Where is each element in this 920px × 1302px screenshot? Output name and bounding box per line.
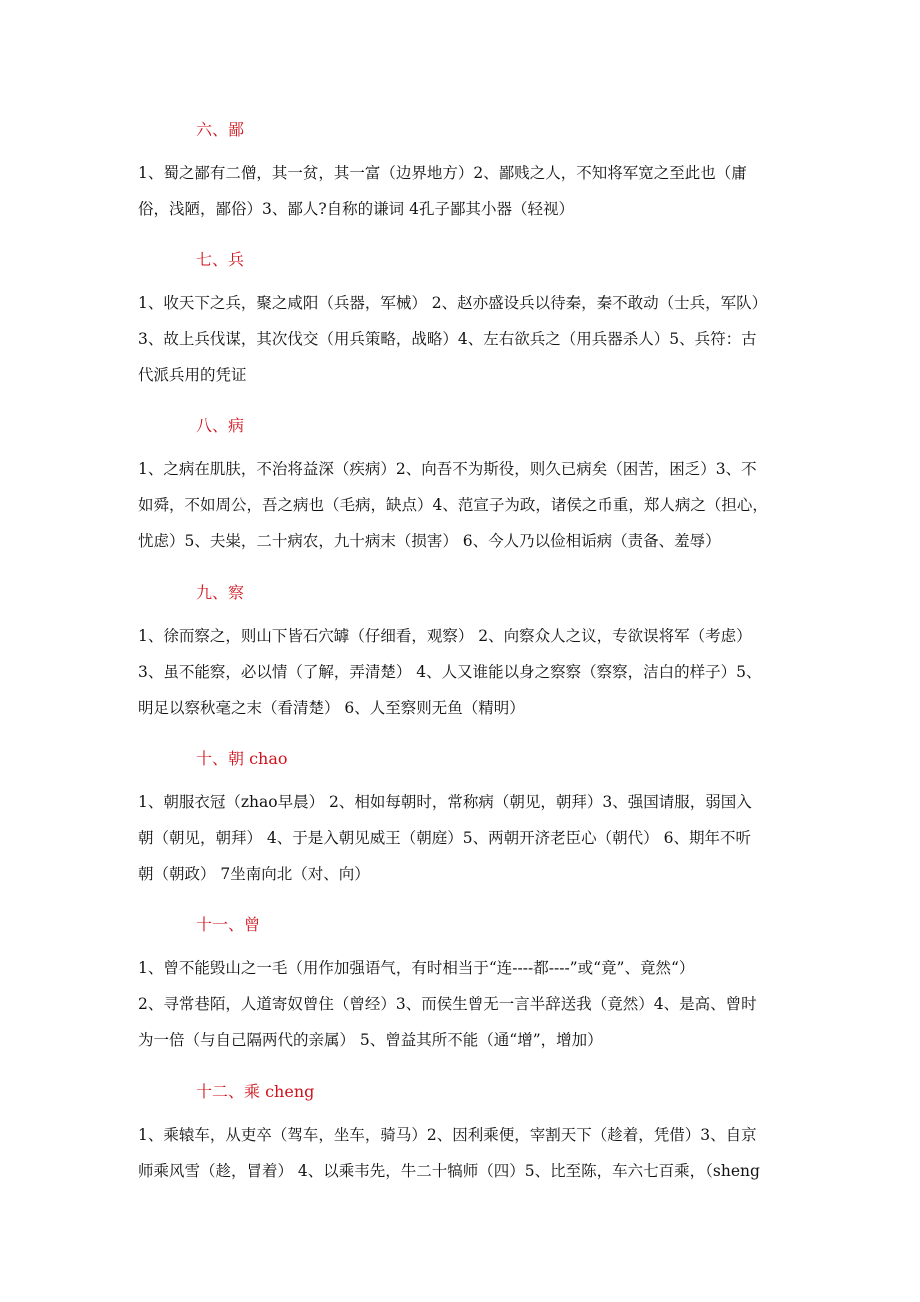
text-line: 1、乘辕车，从吏卒（驾车，坐车，骑马）2、因利乘便，宰割天下（趁着，凭借）3、自京 <box>138 1126 757 1144</box>
section-bing-illness <box>138 416 788 559</box>
text-line: 1、收天下之兵，聚之咸阳（兵器，军械） 2、赵亦盛设兵以待秦，秦不敢动（士兵，军队） <box>138 294 768 312</box>
text-line: 1、之病在肌肤，不治将益深（疾病）2、向吾不为斯役，则久已病矣（困苦，困乏）3、不 <box>138 460 757 478</box>
section-bi <box>138 120 788 227</box>
section-heading: 十二、乘 cheng <box>196 1082 315 1101</box>
section-bing <box>138 250 788 393</box>
section-body <box>138 285 788 393</box>
text-line: 3、虽不能察，必以情（了解，弄清楚） 4、人又谁能以身之察察（察察，洁白的样子）5、 <box>138 663 762 681</box>
section-body <box>138 950 788 1058</box>
text-line: 1、蜀之鄙有二僧，其一贫，其一富（边界地方）2、鄙贱之人，不知将军宽之至此也（庸 <box>138 164 747 182</box>
section-ceng <box>138 915 788 1058</box>
section-cheng <box>138 1082 788 1189</box>
section-heading: 十、朝 chao <box>196 749 288 768</box>
text-line: 代派兵用的凭证 <box>138 366 247 384</box>
section-heading: 八、病 <box>196 416 245 435</box>
text-line: 朝（朝政） 7坐南向北（对、向） <box>138 865 370 883</box>
text-line: 2、寻常巷陌，人道寄奴曾住（曾经）3、而侯生曾无一言半辞送我（竟然）4、是高、曾时 <box>138 995 757 1013</box>
text-line: 师乘风雪（趁，冒着） 4、以乘韦先，牛二十犒师（四）5、比至陈，车六七百乘，（sheng <box>138 1162 760 1180</box>
text-line: 忧虑）5、夫粜，二十病农，九十病末（损害） 6、今人乃以俭相诟病（责备、羞辱） <box>138 532 721 550</box>
section-heading: 九、察 <box>196 583 245 602</box>
section-heading: 十一、曾 <box>196 915 261 934</box>
section-body <box>138 155 788 227</box>
text-line: 为一倍（与自己隔两代的亲属） 5、曾益其所不能（通“增”，增加） <box>138 1031 603 1049</box>
section-chao <box>138 749 788 892</box>
section-body <box>138 451 788 559</box>
text-line: 明足以察秋毫之末（看清楚） 6、人至察则无鱼（精明） <box>138 699 525 717</box>
text-line: 1、曾不能毁山之一毛（用作加强语气，有时相当于“连----都----”或“竟”、竟然“） <box>138 959 695 977</box>
section-body <box>138 784 788 892</box>
text-line: 1、朝服衣冠（zhao早晨） 2、相如每朝时，常称病（朝见，朝拜）3、强国请服，弱国入 <box>138 793 752 811</box>
section-heading: 七、兵 <box>196 250 245 269</box>
text-line: 如舜，不如周公，吾之病也（毛病，缺点）4、范宣子为政，诸侯之币重，郑人病之（担心， <box>138 496 768 514</box>
section-body <box>138 618 788 726</box>
section-body <box>138 1117 788 1189</box>
section-cha <box>138 583 788 726</box>
text-line: 朝（朝见，朝拜） 4、于是入朝见威王（朝庭）5、两朝开济老臣心（朝代） 6、期年不听 <box>138 829 751 847</box>
text-line: 俗，浅陋，鄙俗）3、鄙人?自称的谦词 4孔子鄙其小器（轻视） <box>138 200 574 218</box>
text-line: 3、故上兵伐谋，其次伐交（用兵策略，战略）4、左右欲兵之（用兵器杀人）5、兵符：古 <box>138 330 757 348</box>
section-heading: 六、鄙 <box>196 120 245 139</box>
text-line: 1、徐而察之，则山下皆石穴罅（仔细看，观察） 2、向察众人之议，专欲误将军（考虑） <box>138 627 752 645</box>
